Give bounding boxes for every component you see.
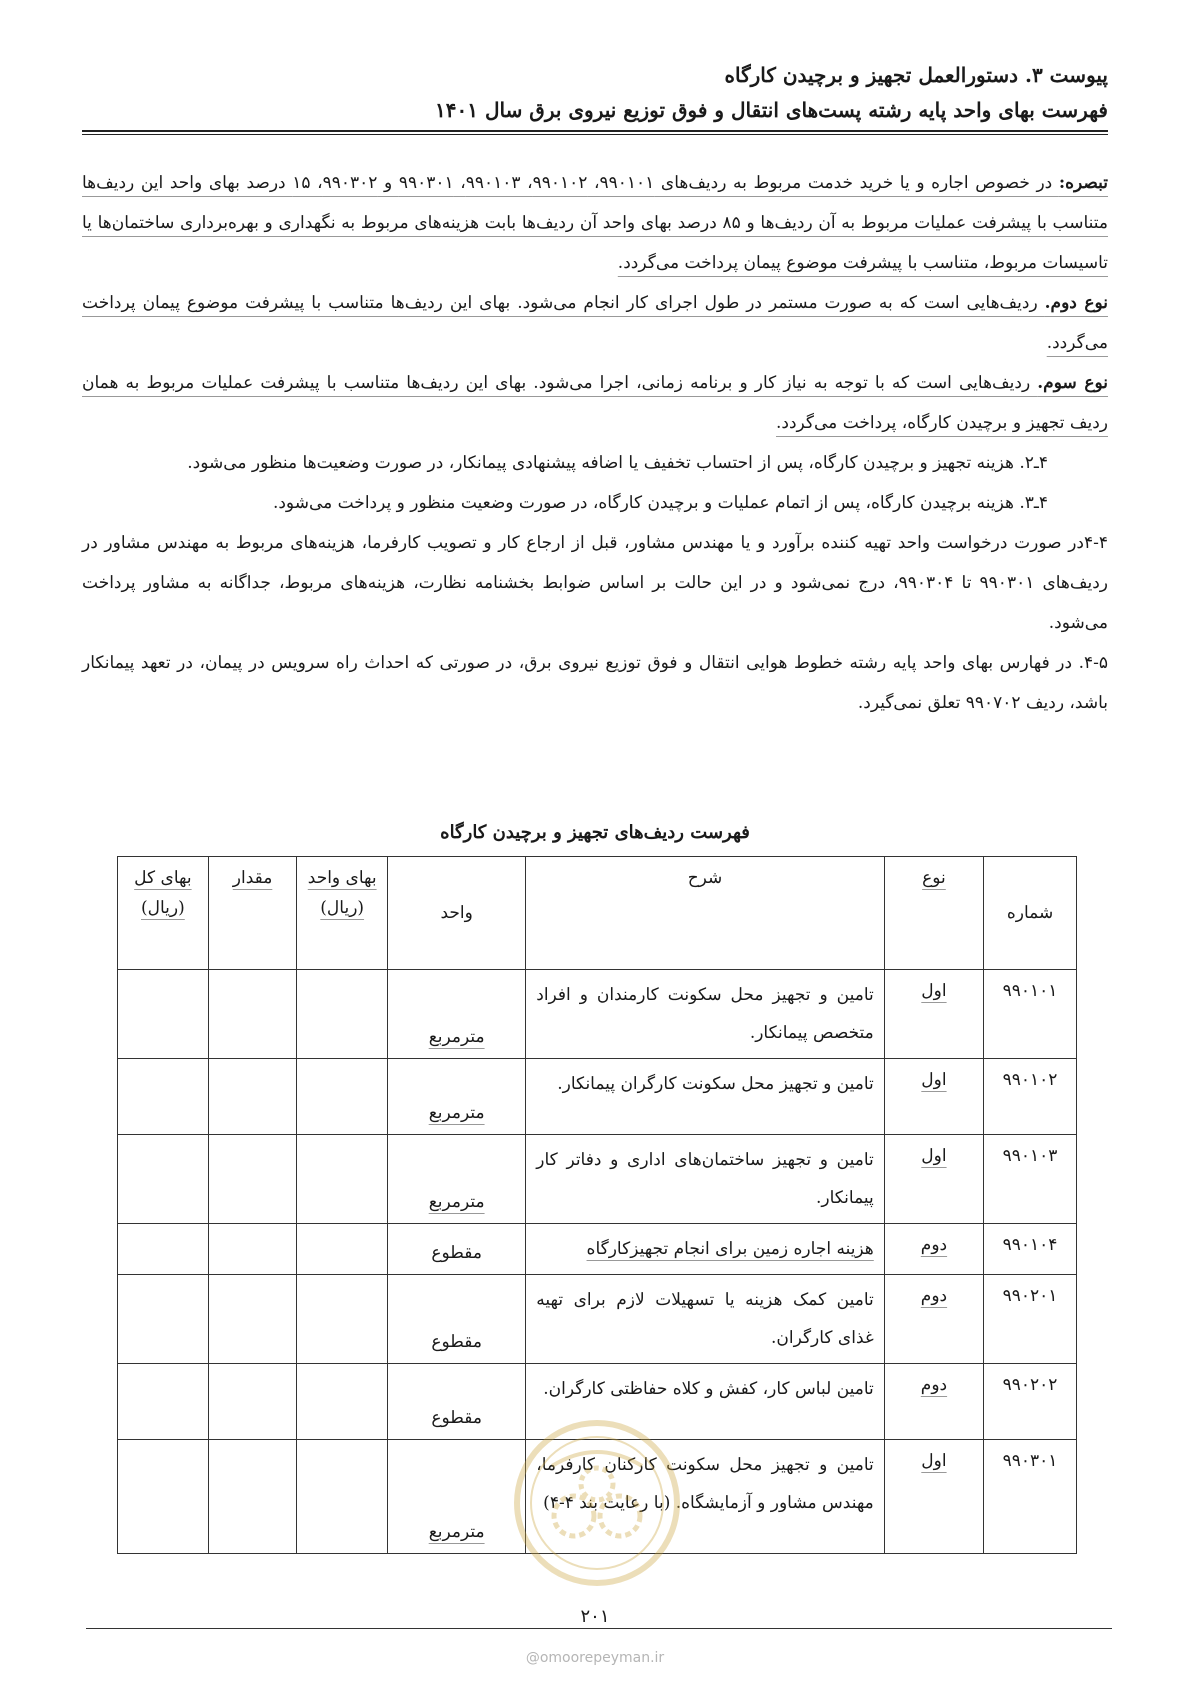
row-unit-price [297, 1275, 388, 1364]
footer-rule [86, 1628, 1112, 1629]
row-description: تامین لباس کار، کفش و کلاه حفاظتی کارگران. [526, 1364, 885, 1440]
header-unit: واحد [388, 857, 526, 970]
table-title: فهرست ردیف‌های تجهیز و برچیدن کارگاه [440, 822, 750, 843]
row-kind: دوم [884, 1224, 983, 1275]
note-paragraph [82, 163, 1108, 283]
table-row [118, 1059, 1077, 1135]
row-quantity [208, 1440, 297, 1554]
row-kind: اول [884, 970, 983, 1059]
type-three-text: ردیف‌هایی است که با توجه به نیاز کار و برنامه زمانی، اجرا می‌شود. بهای این ردیف‌ها متناسب با پیشرفت عملیات مربوط به همان ردیف تجهیز و برچیدن کارگاه، پرداخت می‌گردد. [82, 373, 1108, 433]
row-kind: اول [884, 1059, 983, 1135]
note-label: تبصره: [1058, 173, 1109, 193]
header-unit-price: بهای واحد (ریال) [297, 857, 388, 970]
row-kind: اول [884, 1135, 983, 1224]
row-unit-price [297, 1059, 388, 1135]
row-total-price [118, 1059, 209, 1135]
clause-4-2: ۴ـ۲. هزینه تجهیز و برچیدن کارگاه، پس از احتساب تخفیف یا اضافه پیشنهادی پیمانکار، در صورت وضعیت‌ها منظور می‌شود. [187, 453, 1048, 473]
row-number: ۹۹۰۲۰۱ [984, 1275, 1077, 1364]
clause-4-3: ۴ـ۳. هزینه برچیدن کارگاه، پس از اتمام عملیات و برچیدن کارگاه، در صورت وضعیت منظور و پرداخت می‌شود. [272, 493, 1048, 513]
type-two-paragraph [82, 283, 1108, 363]
row-quantity [208, 1224, 297, 1275]
header-number: شماره [984, 857, 1077, 970]
row-number: ۹۹۰۱۰۳ [984, 1135, 1077, 1224]
row-description: تامین و تجهیز ساختمان‌های اداری و دفاتر کار پیمانکار. [526, 1135, 885, 1224]
row-quantity [208, 1364, 297, 1440]
row-quantity [208, 1275, 297, 1364]
table-row [118, 1224, 1077, 1275]
row-unit-price [297, 1224, 388, 1275]
row-total-price [118, 1224, 209, 1275]
row-unit-price [297, 970, 388, 1059]
row-total-price [118, 1275, 209, 1364]
row-unit: مترمربع [388, 970, 526, 1059]
row-quantity [208, 1059, 297, 1135]
website-watermark: @omoorepeyman.ir [525, 1650, 665, 1666]
row-description: هزینه اجاره زمین برای انجام تجهیزکارگاه [526, 1224, 885, 1275]
row-kind: دوم [884, 1364, 983, 1440]
publisher-seal-icon [512, 1418, 682, 1588]
header-rule-thick [82, 130, 1108, 132]
row-unit: مقطوع [388, 1275, 526, 1364]
body-text [82, 163, 1108, 723]
row-unit-price [297, 1135, 388, 1224]
row-kind: اول [884, 1440, 983, 1554]
row-number: ۹۹۰۳۰۱ [984, 1440, 1077, 1554]
row-description: تامین و تجهیز محل سکونت کارکنان کارفرما، مهندس مشاور و آزمایشگاه. (با رعایت بند ۴-۴) [526, 1440, 885, 1554]
row-unit-price [297, 1440, 388, 1554]
row-unit: مترمربع [388, 1440, 526, 1554]
row-unit: مقطوع [388, 1224, 526, 1275]
header-rule-thin [82, 134, 1108, 135]
row-description: تامین و تجهیز محل سکونت کارگران پیمانکار. [526, 1059, 885, 1135]
row-number: ۹۹۰۲۰۲ [984, 1364, 1077, 1440]
row-total-price [118, 1364, 209, 1440]
row-quantity [208, 970, 297, 1059]
header-total-price: بهای کل (ریال) [118, 857, 209, 970]
note-text: در خصوص اجاره و یا خرید خدمت مربوط به ردیف‌های ۹۹۰۱۰۱، ۹۹۰۱۰۲، ۹۹۰۱۰۳، ۹۹۰۳۰۱ و ۹۹۰۳۰۲، ۱۵ درصد بهای واحد این ردیف‌ها متناسب با پیشرفت عملیات مربوط به آن ردیف‌ها و ۸۵ درصد بهای واحد آن ردیف‌ها بابت هزینه‌های مربوط به نگهداری و بهره‌برداری ساختمان‌ها یا تاسیسات مربوط، متناسب با پیشرفت موضوع پیمان پرداخت می‌گردد. [82, 173, 1108, 273]
page-header [82, 58, 1108, 128]
table-row [118, 970, 1077, 1059]
row-quantity [208, 1135, 297, 1224]
row-number: ۹۹۰۱۰۲ [984, 1059, 1077, 1135]
table-row [118, 1275, 1077, 1364]
header-description: شرح [526, 857, 885, 970]
row-unit-price [297, 1364, 388, 1440]
header-price-list-title: فهرست بهای واحد پایه رشته پست‌های انتقال و فوق توزیع نیروی برق سال ۱۴۰۱ [435, 98, 1108, 122]
table-header-row [118, 857, 1077, 970]
type-three-label: نوع سوم. [1037, 373, 1109, 393]
row-unit: مترمربع [388, 1059, 526, 1135]
row-number: ۹۹۰۱۰۱ [984, 970, 1077, 1059]
header-kind: نوع [884, 857, 983, 970]
row-description: تامین کمک هزینه یا تسهیلات لازم برای تهیه غذای کارگران. [526, 1275, 885, 1364]
page-number: ۲۰۱ [580, 1606, 610, 1627]
type-three-paragraph [82, 363, 1108, 443]
row-number: ۹۹۰۱۰۴ [984, 1224, 1077, 1275]
row-total-price [118, 970, 209, 1059]
table-row [118, 1135, 1077, 1224]
clause-4-4: ۴-۴در صورت درخواست واحد تهیه کننده برآورد و یا مهندس مشاور، قبل از ارجاع کار و تصویب کارفرما، هزینه‌های مربوط به مهندس مشاور در ردیف‌های ۹۹۰۳۰۱ تا ۹۹۰۳۰۴، درج نمی‌شود و در این حالت بر اساس ضوابط بخشنامه نظارت، هزینه‌های مربوط، جداگانه به مشاور پرداخت می‌شود. [82, 533, 1109, 633]
clause-4-5: ۴-۵. در فهارس بهای واحد پایه رشته خطوط هوایی انتقال و فوق توزیع نیروی برق، در صورتی که احداث راه سرویس در پیمان، در تعهد پیمانکار باشد، ردیف ۹۹۰۷۰۲ تعلق نمی‌گیرد. [82, 653, 1108, 713]
row-unit: مترمربع [388, 1135, 526, 1224]
row-description: تامین و تجهیز محل سکونت کارمندان و افراد متخصص پیمانکار. [526, 970, 885, 1059]
header-appendix-title: پیوست ۳. دستورالعمل تجهیز و برچیدن کارگاه [724, 63, 1108, 87]
row-kind: دوم [884, 1275, 983, 1364]
row-total-price [118, 1135, 209, 1224]
row-total-price [118, 1440, 209, 1554]
type-two-label: نوع دوم. [1044, 293, 1108, 313]
type-two-text: ردیف‌هایی است که به صورت مستمر در طول اجرای کار انجام می‌شود. بهای این ردیف‌ها متناسب با پیشرفت موضوع پیمان پرداخت می‌گردد. [82, 293, 1108, 353]
header-quantity: مقدار [208, 857, 297, 970]
row-unit: مقطوع [388, 1364, 526, 1440]
